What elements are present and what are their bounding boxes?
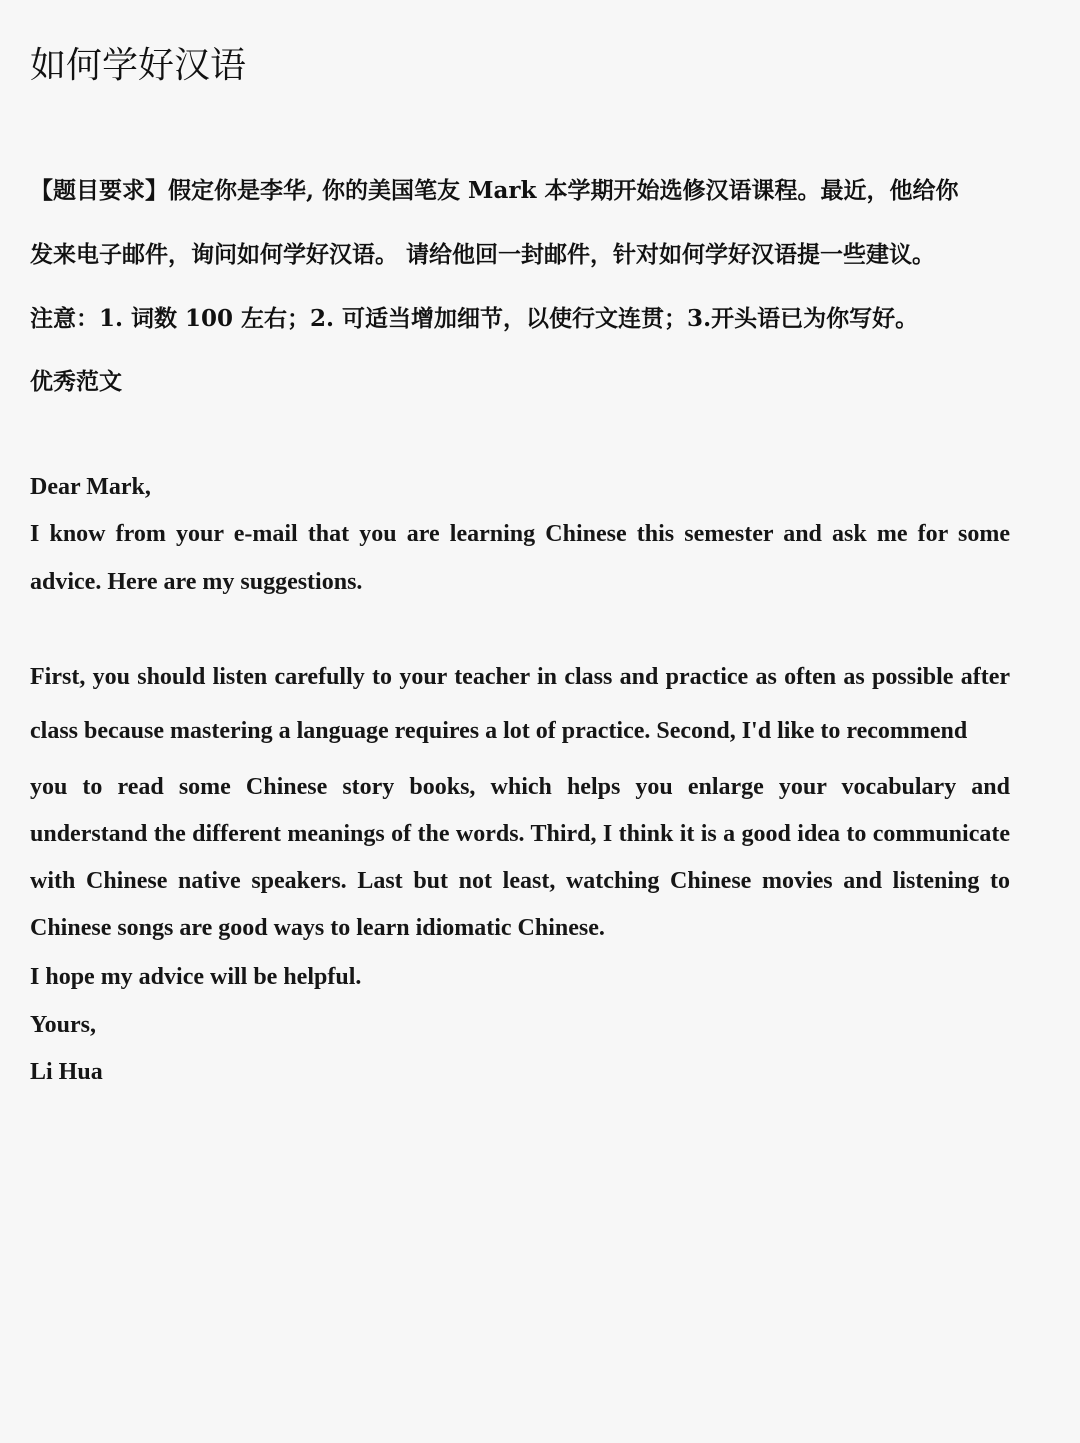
letter-greeting-container xyxy=(30,471,1010,503)
prompt-line-3-container xyxy=(30,304,1010,334)
letter-signoff-container xyxy=(30,1009,1010,1041)
letter-greeting: Dear Mark, xyxy=(30,474,151,500)
letter-signature: Li Hua xyxy=(30,1059,103,1085)
letter-body-paragraph-2: you to read some Chinese story books, which helps you enlarge your vocabulary and understand the different meanings of the words. Third, I think it is a good idea to communicate with Chinese native speakers. Last but not least, watching Chinese movies and listening to Chinese songs are good ways to learn idiomatic Chinese. xyxy=(30,774,1010,941)
prompt-notes-line: 注意：1. 词数 100 左右；2. 可适当增加细节，以使行文连贯；3.开头语已为你写好。 xyxy=(30,305,919,332)
prompt-line-1-container xyxy=(30,176,1010,206)
letter-intro-container xyxy=(30,510,1010,606)
letter-body-1-container xyxy=(30,650,1010,758)
letter-intro: I know from your e-mail that you are learning Chinese this semester and ask me for some advice. Here are my suggestions. xyxy=(30,521,1010,595)
letter-sign-off: Yours, xyxy=(30,1012,97,1038)
prompt-requirement-line: 【题目要求】假定你是李华, 你的美国笔友 Mark 本学期开始选修汉语课程。最近，他给你 xyxy=(30,177,959,204)
prompt-task-line: 发来电子邮件，询问如何学好汉语。 请给他回一封邮件，针对如何学好汉语提一些建议。 xyxy=(30,241,936,268)
model-essay-label: 优秀范文 xyxy=(30,368,122,395)
letter-body-paragraph-1: First, you should listen carefully to your teacher in class and practice as often as possible after class because mastering a language requires a lot of practice. Second, I'd like to recommend xyxy=(30,664,1010,744)
letter-signature-container xyxy=(30,1056,1010,1088)
letter-body-2-container xyxy=(30,764,1010,952)
letter-closing-line: I hope my advice will be helpful. xyxy=(30,964,362,990)
model-label-container xyxy=(30,367,1010,397)
page-title: 如何学好汉语 xyxy=(30,45,247,86)
prompt-line-2-container xyxy=(30,240,1010,270)
letter-closing-container xyxy=(30,961,1010,993)
